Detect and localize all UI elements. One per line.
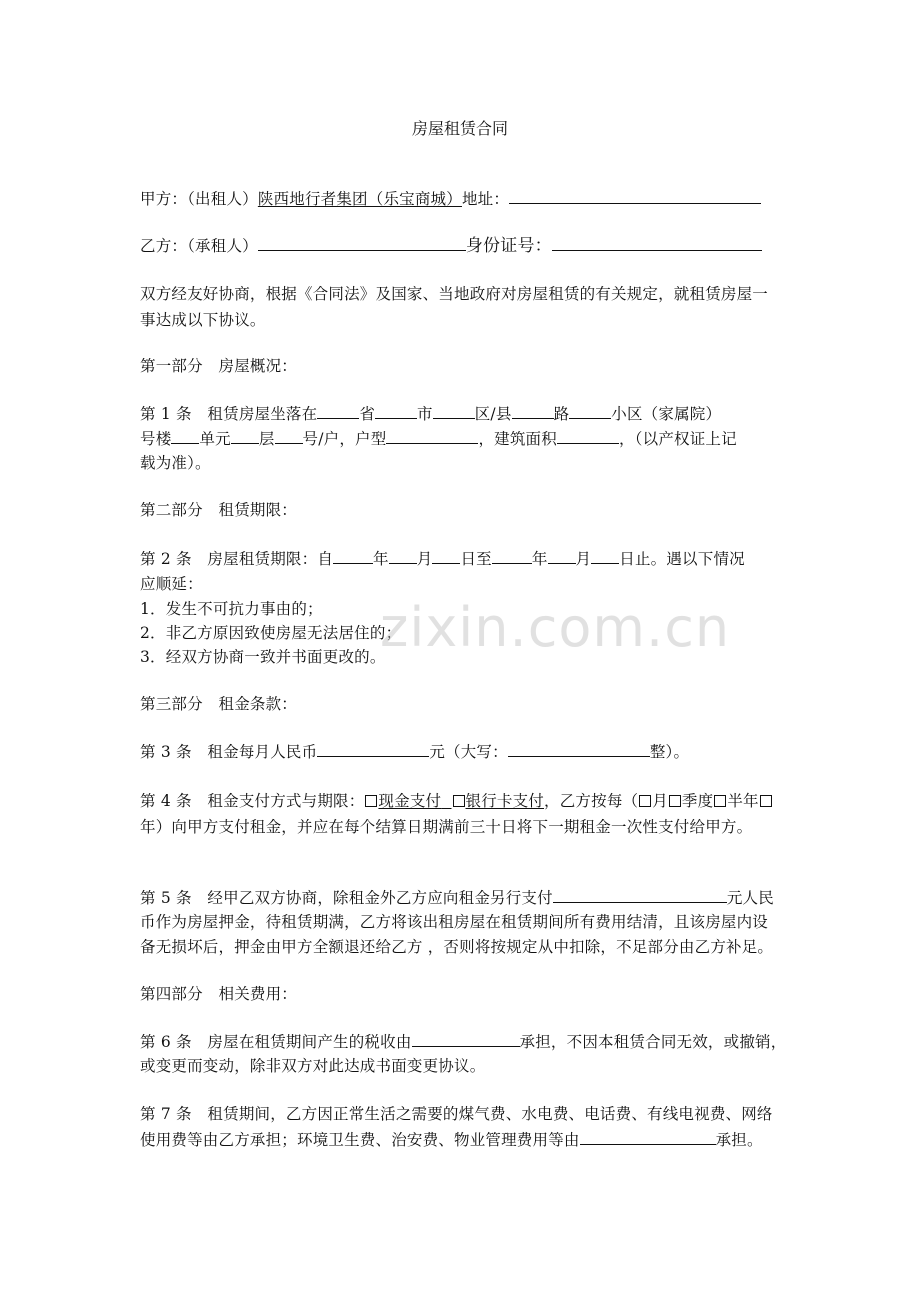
province-blank[interactable] bbox=[317, 403, 359, 419]
article-6-line-1: 第 6 条 房屋在租赁期间产生的税收由 承担，不因本租赁合同无效，或撤销， bbox=[140, 1033, 787, 1051]
intro-line-1: 双方经友好协商，根据《合同法》及国家、当地政府对房屋租赁的有关规定，就租赁房屋一 bbox=[140, 285, 769, 303]
road-blank[interactable] bbox=[512, 403, 554, 419]
intro-line-2: 事达成以下协议。 bbox=[140, 311, 266, 329]
address-blank[interactable] bbox=[509, 188, 761, 204]
end-year-blank[interactable] bbox=[492, 548, 532, 564]
article-2-line-2: 应顺延： bbox=[140, 575, 203, 593]
payment-options: 现金支付 银行卡支付 bbox=[364, 792, 544, 810]
watermark: zixin.com.cn bbox=[380, 596, 731, 659]
area-blank[interactable] bbox=[557, 428, 619, 444]
party-a-line: 甲方：（出租人）陕西地行者集团（乐宝商城）地址： bbox=[140, 188, 761, 209]
article-2-item-1: 1．发生不可抗力事由的； bbox=[140, 600, 323, 618]
end-month-blank[interactable] bbox=[548, 548, 576, 564]
monthly-checkbox[interactable] bbox=[639, 795, 651, 807]
lessee-name-blank[interactable] bbox=[258, 235, 466, 251]
unit-blank[interactable] bbox=[231, 428, 259, 444]
article-1-line-3: 载为准）。 bbox=[140, 454, 211, 472]
rent-amount-blank[interactable] bbox=[317, 741, 429, 757]
party-a-name: 陕西地行者集团（乐宝商城） bbox=[257, 190, 462, 208]
article-1-line-1: 第 1 条 租赁房屋坐落在 省 市 区/县 路 小区（家属院） bbox=[140, 405, 722, 423]
article-7-line-2: 使用费等由乙方承担；环境卫生费、治安费、物业管理费用等由 承担。 bbox=[140, 1131, 763, 1149]
yearly-checkbox[interactable] bbox=[760, 795, 772, 807]
tax-party-blank[interactable] bbox=[412, 1031, 520, 1047]
district-blank[interactable] bbox=[433, 403, 475, 419]
article-4-line-1: 第 4 条 租金支付方式与期限： 现金支付 银行卡支付，乙方按每（ 月 季度 半年 bbox=[140, 791, 773, 811]
article-4-line-2: 年）向甲方支付租金，并应在每个结算日期满前三十日将下一期租金一次性支付给甲方。 bbox=[140, 818, 753, 836]
city-blank[interactable] bbox=[375, 403, 417, 419]
article-2-line-1: 第 2 条 房屋租赁期限：自 年 月 日至 年 月 日止。遇以下情况 bbox=[140, 550, 745, 568]
quarterly-checkbox[interactable] bbox=[669, 795, 681, 807]
deposit-blank[interactable] bbox=[553, 887, 727, 903]
part-3-heading: 第三部分 租金条款： bbox=[140, 695, 298, 713]
article-5-line-1: 第 5 条 经甲乙双方协商，除租金外乙方应向租金另行支付 元人民 bbox=[140, 889, 774, 907]
cash-checkbox[interactable] bbox=[365, 795, 377, 807]
fees-party-blank[interactable] bbox=[580, 1129, 716, 1145]
start-year-blank[interactable] bbox=[333, 548, 373, 564]
article-3-line: 第 3 条 租金每月人民币 元（大写： 整）。 bbox=[140, 743, 690, 761]
floor-blank[interactable] bbox=[275, 428, 303, 444]
article-5-line-3: 备无损坏后，押金由甲方全额退还给乙方 ，否则将按规定从中扣除，不足部分由乙方补足。 bbox=[140, 938, 774, 956]
doc-title: 房屋租赁合同 bbox=[411, 119, 508, 138]
start-day-blank[interactable] bbox=[432, 548, 460, 564]
end-day-blank[interactable] bbox=[591, 548, 619, 564]
rent-words-blank[interactable] bbox=[508, 741, 650, 757]
article-7-line-1: 第 7 条 租赁期间，乙方因正常生活之需要的煤气费、水电费、电话费、有线电视费、网络 bbox=[140, 1105, 773, 1123]
article-2-item-2: 2．非乙方原因致使房屋无法居住的； bbox=[140, 624, 402, 642]
article-1-line-2: 号楼 单元 层 号/户，户型 ，建筑面积 ，（以产权证上记 bbox=[140, 430, 737, 448]
id-number-blank[interactable] bbox=[552, 235, 762, 251]
article-5-line-2: 币作为房屋押金，待租赁期满，乙方将该出租房屋在租赁期间所有费用结清，且该房屋内设 bbox=[140, 913, 769, 931]
community-blank[interactable] bbox=[569, 403, 611, 419]
part-2-heading: 第二部分 租赁期限： bbox=[140, 501, 298, 519]
building-blank[interactable] bbox=[171, 428, 199, 444]
layout-blank[interactable] bbox=[386, 428, 478, 444]
party-b-line: 乙方：（承租人） 身份证号： bbox=[140, 235, 762, 256]
part-1-heading: 第一部分 房屋概况： bbox=[140, 357, 298, 375]
half-year-checkbox[interactable] bbox=[714, 795, 726, 807]
article-6-line-2: 或变更而变动，除非双方对此达成书面变更协议。 bbox=[140, 1057, 486, 1075]
start-month-blank[interactable] bbox=[389, 548, 417, 564]
article-2-item-3: 3．经双方协商一致并书面更改的。 bbox=[140, 648, 386, 666]
part-4-heading: 第四部分 相关费用： bbox=[140, 985, 298, 1003]
bank-card-checkbox[interactable] bbox=[453, 795, 465, 807]
